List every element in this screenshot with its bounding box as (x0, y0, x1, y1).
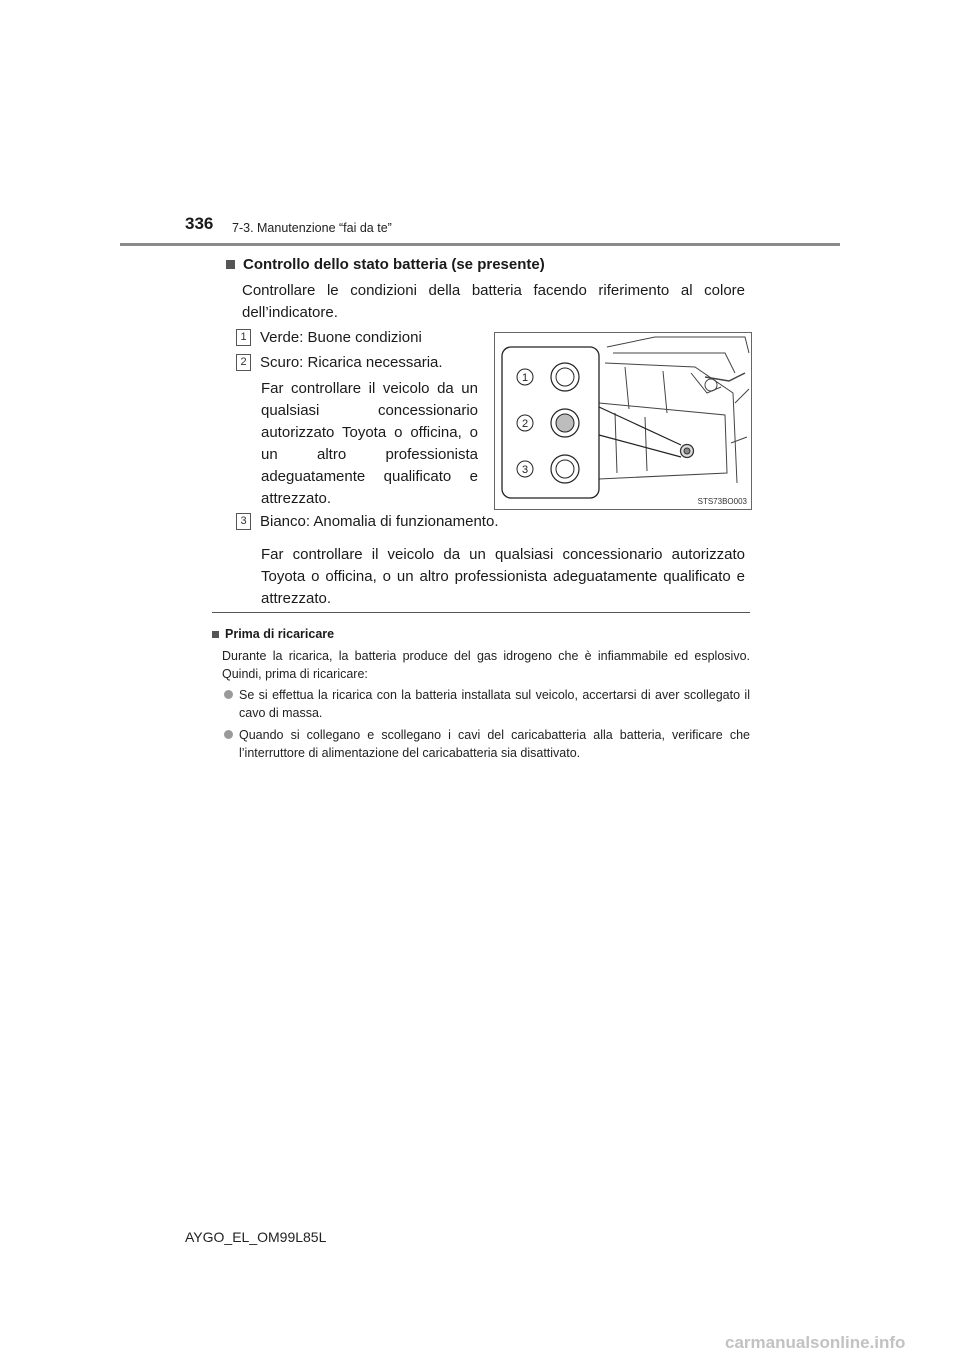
figure-callout-2: 2 (521, 418, 529, 430)
item-3-detail: Far controllare il veicolo da un qualsiasi concessionario autorizzato Toyota o officina, o un altro professionista adeguatamente qualificato e attrezzato. (261, 546, 745, 607)
item-3-label: Bianco: Anomalia di funzionamento. (260, 513, 499, 530)
item-number-1: 1 (236, 329, 251, 346)
item-1 (236, 327, 422, 349)
section-label: 7-3. Manutenzione “fai da te” (232, 221, 392, 235)
battery-illustration (495, 333, 751, 509)
square-bullet-icon (212, 631, 219, 638)
section-intro: Controllare le condizioni della batteria facendo riferimento al colore dell’indicatore. (242, 282, 745, 321)
document-code: AYGO_EL_OM99L85L (185, 1229, 327, 1245)
battery-indicator-figure (494, 332, 752, 510)
note-title: Prima di ricaricare (225, 627, 335, 641)
section-title: Controllo dello stato batteria (se presente) (243, 256, 545, 273)
square-bullet-icon (226, 260, 235, 269)
item-3 (236, 511, 498, 533)
figure-callout-3: 3 (521, 464, 529, 476)
note-heading (212, 627, 334, 641)
watermark: carmanualsonline.info (725, 1333, 906, 1352)
section-heading (226, 256, 545, 273)
note-bullet-1-text: Se si effettua la ricarica con la batteria installata sul veicolo, accertarsi di aver scollegato il cavo di massa. (239, 688, 750, 720)
note-intro: Durante la ricarica, la batteria produce del gas idrogeno che è infiammabile ed esplosivo. Quindi, prima di ricaricare: (222, 649, 750, 681)
note-bullet-2 (224, 726, 750, 762)
item-1-label: Verde: Buone condizioni (260, 329, 422, 346)
bullet-dot-icon (224, 730, 233, 739)
section-divider (212, 612, 750, 613)
note-bullet-2-text: Quando si collegano e scollegano i cavi del caricabatteria alla batteria, verificare che l’interruttore di alimentazione del caricabatteria sia disattivato. (239, 728, 750, 760)
item-number-3: 3 (236, 513, 251, 530)
figure-code: STS73BO003 (697, 497, 747, 506)
note-bullet-1 (224, 686, 750, 722)
item-2 (236, 352, 443, 374)
item-2-label: Scuro: Ricarica necessaria. (260, 354, 443, 371)
item-number-2: 2 (236, 354, 251, 371)
bullet-dot-icon (224, 690, 233, 699)
page-number: 336 (185, 214, 214, 233)
header-rule (120, 243, 840, 246)
item-2-detail: Far controllare il veicolo da un qualsiasi concessionario autorizzato Toyota o officina, o un altro professionista adeguatamente qualificato e attrezzato. (261, 380, 478, 507)
figure-callout-1: 1 (521, 372, 529, 384)
